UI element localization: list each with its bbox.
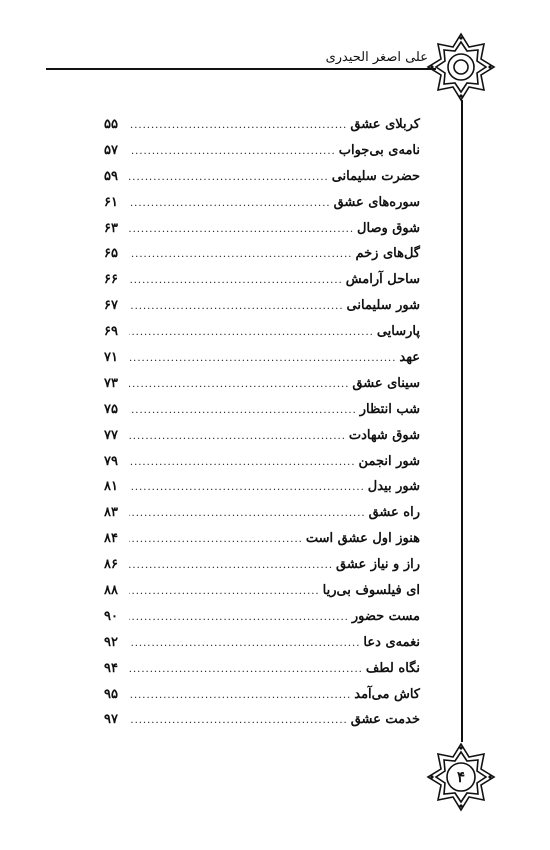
dot-leader xyxy=(129,346,396,372)
toc-entry xyxy=(104,656,420,682)
toc-entry xyxy=(104,526,420,552)
toc-page-number: ۶۹ xyxy=(104,324,118,340)
dot-leader xyxy=(129,268,343,294)
toc-title: ساحل آرامش xyxy=(345,272,420,288)
toc-title: مست حضور xyxy=(351,608,420,624)
margin-rule xyxy=(461,100,463,742)
table-of-contents xyxy=(104,112,420,733)
toc-entry xyxy=(104,449,420,475)
dot-leader xyxy=(129,139,336,165)
toc-page-number: ۹۴ xyxy=(104,660,118,676)
dot-leader xyxy=(129,605,349,631)
dot-leader xyxy=(129,450,356,476)
toc-page-number: ۵۵ xyxy=(104,117,118,132)
dot-leader xyxy=(129,372,349,398)
dot-leader xyxy=(129,579,320,605)
toc-entry xyxy=(104,578,420,604)
toc-entry xyxy=(104,371,420,397)
toc-page-number: ۸۱ xyxy=(104,479,118,495)
dot-leader xyxy=(129,501,366,527)
toc-page-number: ۸۳ xyxy=(104,505,118,521)
toc-entry xyxy=(104,474,420,500)
toc-entry xyxy=(104,604,420,630)
toc-page-number: ۷۷ xyxy=(104,427,118,443)
dot-leader xyxy=(129,113,347,139)
running-head-author: علی اصغر الحیدری xyxy=(325,50,428,65)
toc-entry xyxy=(104,345,420,371)
toc-page-number: ۶۶ xyxy=(104,272,118,288)
dot-leader xyxy=(129,217,354,243)
toc-entry xyxy=(104,423,420,449)
toc-title: کاش می‌آمد xyxy=(354,686,420,702)
dot-leader xyxy=(129,657,363,683)
dot-leader xyxy=(129,553,333,579)
toc-page-number: ۹۵ xyxy=(104,686,118,702)
toc-entry xyxy=(104,630,420,656)
toc-page-number: ۹۷ xyxy=(104,712,118,728)
toc-title: خدمت عشق xyxy=(350,712,420,728)
toc-entry xyxy=(104,241,420,267)
toc-title: نگاه لطف xyxy=(365,660,420,676)
toc-title: سوره‌های عشق xyxy=(333,194,420,210)
dot-leader xyxy=(129,191,331,217)
toc-page-number: ۶۷ xyxy=(104,298,118,314)
toc-title: حضرت سلیمانی xyxy=(331,168,420,184)
toc-title: راه عشق xyxy=(368,505,420,521)
toc-title: ای فیلسوف بی‌ریا xyxy=(322,583,420,599)
toc-entry xyxy=(104,267,420,293)
toc-title: پارسایی xyxy=(376,324,420,340)
toc-page-number: ۹۰ xyxy=(104,608,118,624)
toc-entry xyxy=(104,319,420,345)
toc-page-number: ۶۵ xyxy=(104,246,118,262)
toc-page-number: ۷۳ xyxy=(104,375,118,391)
dot-leader xyxy=(129,631,360,657)
toc-title: شوق شهادت xyxy=(348,427,420,443)
toc-title: شوق وصال xyxy=(357,220,420,236)
toc-entry xyxy=(104,112,420,138)
toc-page-number: ۷۹ xyxy=(104,453,118,469)
dot-leader xyxy=(129,424,346,450)
toc-page-number: ۹۲ xyxy=(104,634,118,650)
toc-title: نامه‌ی بی‌جواب xyxy=(338,142,420,158)
toc-page-number: ۵۹ xyxy=(104,168,118,184)
toc-entry xyxy=(104,293,420,319)
toc-page-number: ۷۵ xyxy=(104,401,118,417)
toc-title: شور سلیمانی xyxy=(346,298,420,314)
toc-entry xyxy=(104,216,420,242)
toc-entry xyxy=(104,707,420,733)
toc-page-number: ۶۱ xyxy=(104,194,118,210)
toc-title: گل‌های زخم xyxy=(355,246,420,262)
toc-page-number: ۵۷ xyxy=(104,142,118,158)
toc-entry xyxy=(104,164,420,190)
toc-entry xyxy=(104,682,420,708)
dot-leader xyxy=(129,165,329,191)
header-rule xyxy=(46,68,436,70)
toc-page-number: ۸۶ xyxy=(104,557,118,573)
dot-leader xyxy=(129,398,357,424)
toc-page-number: ۸۸ xyxy=(104,583,118,599)
star-rosette-ornament-icon xyxy=(426,32,496,102)
toc-entry xyxy=(104,397,420,423)
dot-leader xyxy=(129,708,348,734)
toc-title: کربلای عشق xyxy=(350,117,420,132)
toc-entry xyxy=(104,500,420,526)
toc-title: راز و نیاز عشق xyxy=(336,557,420,573)
dot-leader xyxy=(129,527,303,553)
page-number: ۴ xyxy=(456,768,466,786)
toc-page-number: ۸۴ xyxy=(104,531,118,547)
dot-leader xyxy=(129,242,352,268)
toc-title: شور انجمن xyxy=(358,453,420,469)
toc-title: شور بیدل xyxy=(367,479,420,495)
toc-title: نغمه‌ی دعا xyxy=(363,634,420,650)
dot-leader xyxy=(129,294,344,320)
dot-leader xyxy=(129,320,374,346)
dot-leader xyxy=(129,683,351,709)
toc-title: عهد xyxy=(399,350,420,366)
toc-title: شب انتظار xyxy=(359,401,420,417)
toc-entry xyxy=(104,138,420,164)
toc-entry xyxy=(104,190,420,216)
toc-entry xyxy=(104,552,420,578)
toc-page-number: ۷۱ xyxy=(104,350,118,366)
toc-title: هنوز اول عشق است xyxy=(305,531,420,547)
dot-leader xyxy=(129,475,365,501)
toc-title: سینای عشق xyxy=(352,375,420,391)
toc-page-number: ۶۳ xyxy=(104,220,118,236)
